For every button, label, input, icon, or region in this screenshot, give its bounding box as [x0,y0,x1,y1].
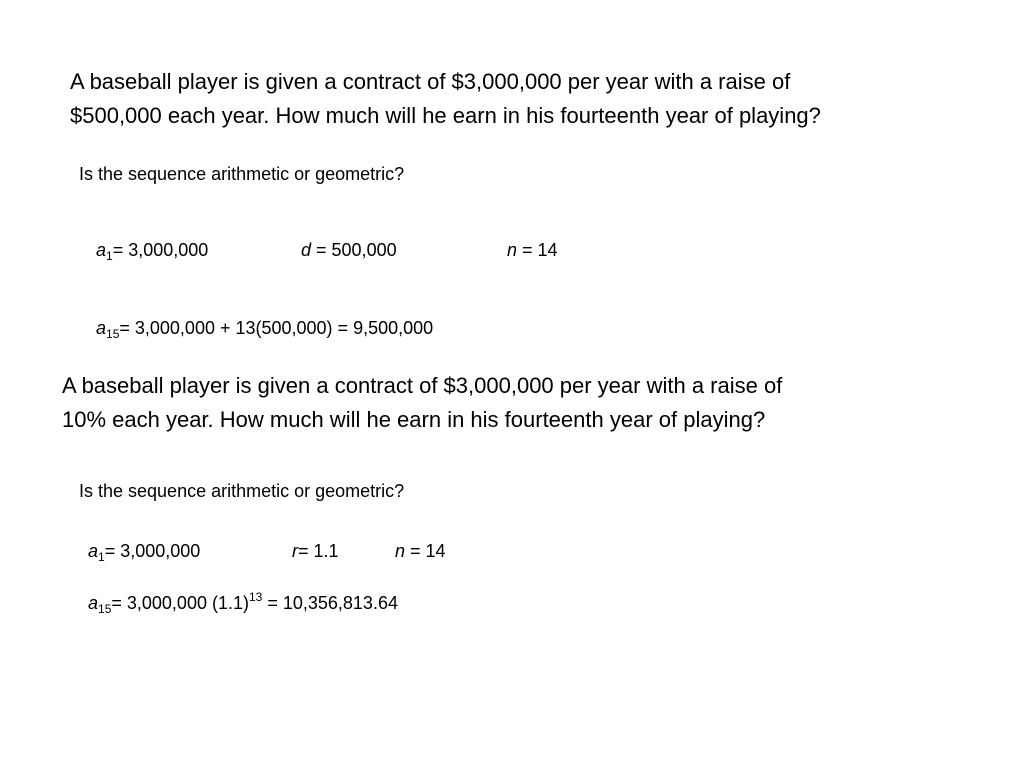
problem-2-question: Is the sequence arithmetic or geometric? [79,481,405,501]
problem-1-result: $a_{15}= 3,000,000 + 13(500,000) = 9,500,000$ [96,318,434,341]
problem-2-text [62,369,782,437]
problem-1-a1: $a_1= 3,000,000$ [96,240,209,263]
problem-1-n: n = 14 [507,240,558,260]
problem-2-n: n = 14 [395,541,446,561]
problem-1-d: d = 500,000 [301,240,397,260]
problem-2-r: r= 1.1 [292,541,339,561]
problem-1-line-1: A baseball player is given a contract of $3,000,000 per year with a raise of [70,69,791,94]
problem-1-text [70,65,821,133]
problem-2-result: $a_{15}= 3,000,000$ $(1.1)^{13} = 10,356,813.64$ [88,590,398,616]
problem-1-question: Is the sequence arithmetic or geometric? [79,164,405,184]
problem-1-line-2: $500,000 each year. How much will he earn in his fourteenth year of playing? [70,103,821,128]
problem-2-line-2: 10% each year. How much will he earn in his fourteenth year of playing? [62,407,766,432]
problem-2-a1: $a_1= 3,000,000$ [88,541,201,564]
problem-2-line-1: A baseball player is given a contract of $3,000,000 per year with a raise of [62,373,783,398]
